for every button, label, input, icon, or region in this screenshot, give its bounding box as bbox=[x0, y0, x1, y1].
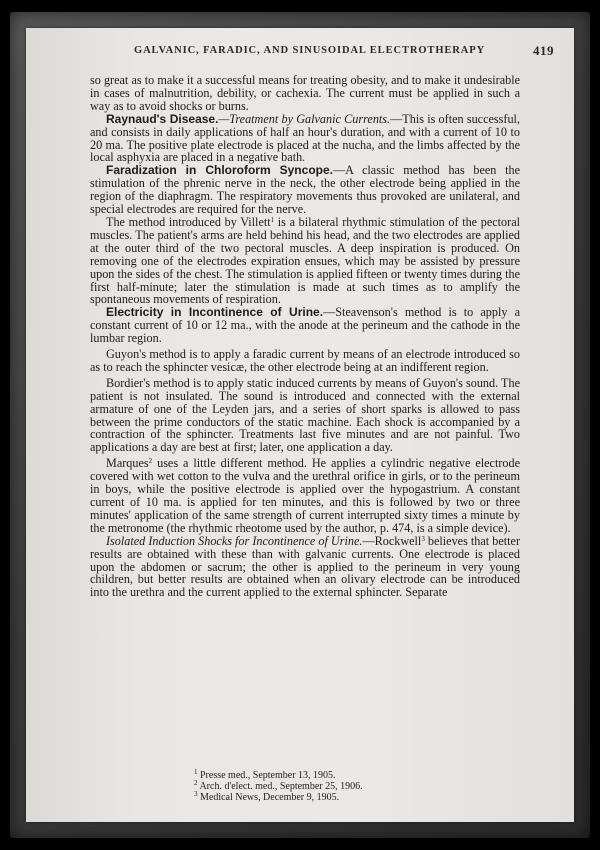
paragraph-rockwell-text-b: believes that better results are obtained with these than with galvanic currents. One electrode is placed upon the abdomen or sacrum; the other is applied to the perineum in very young children, but better results are obtained when an olivary electrode can be introduced into the urethra and the current applied to the external sphincter. Separate bbox=[90, 533, 520, 600]
paragraph-marques-text-b: uses a little different method. He applies a cylindric negative electrode covered with wet cotton to the vulva and the urethral orifice in girls, or to the perineum in boys, while the positive electrode is applied over the hypogastrium. A constant current of 10 ma. is applied for ten minutes, and this is followed by two or three minutes' application of the same strength of current interrupted sixty times a minute by the metronome (the rhythmic rheotome used by the author, p. 474, is a simple device). bbox=[90, 456, 520, 535]
paragraph-continuation: so great as to make it a successful means for treating obesity, and to make it undesirable in cases of malnutrition, debility, or cachexia. The current must be applied in such a way as to avoid shocks or burns. bbox=[90, 73, 520, 113]
section-heading-raynaud: Raynaud's Disease. bbox=[106, 111, 219, 126]
footnote bbox=[194, 792, 494, 803]
paragraph-rockwell bbox=[90, 535, 520, 600]
footnote-text: Medical News, December 9, 1905. bbox=[200, 792, 340, 803]
paragraph-villett-text-a: The method introduced by Villett bbox=[106, 214, 271, 229]
page-number: 419 bbox=[533, 43, 554, 58]
footnote-text: Arch. d'elect. med., September 25, 1906. bbox=[199, 781, 363, 792]
body-text bbox=[90, 74, 520, 599]
footnote bbox=[194, 770, 494, 781]
footnote-ref-1: 1 bbox=[270, 215, 275, 224]
paragraph-guyon: Guyon's method is to apply a faradic current by means of an electrode introduced so as to reach the sphincter vesicæ, the other electrode being at an indifferent region. bbox=[90, 347, 520, 374]
paragraph-marques-text-a: Marques bbox=[106, 456, 149, 471]
subheading-isolated-shocks: Isolated Induction Shocks for Incontinence of Urine. bbox=[106, 533, 363, 548]
section-heading-incontinence: Electricity in Incontinence of Urine. bbox=[106, 305, 324, 320]
footnote-ref-3: 3 bbox=[421, 534, 425, 543]
paragraph-bordier: Bordier's method is to apply static induced currents by means of Guyon's sound. The patient is not insulated. The sound is introduced and connected with the external armature of one of the Leyden jars, and a series of short sparks is allowed to pass between the prime conductors of the static machine. Each shock is accompanied by a contraction of the sphincter. Treatments last five minutes and are not painful. Two applications a day are best at first; later, one application a day. bbox=[90, 375, 520, 455]
paragraph-marques bbox=[90, 457, 520, 534]
running-header bbox=[134, 45, 554, 61]
paragraph-villett-text-b: is a bilateral rhythmic stimulation of the pectoral muscles. The patient's arms are held behind his head, and the two electrodes are applied at the outer third of the two pectoral muscles. A deep inspiration is produced. On removing one of the electrodes expiration ensues, which may be assisted by pressure upon the sides of the chest. The stimulation is applied fifteen or twenty times during the first half-minute; later the stimulation is made at such times as to amplify the spontaneous movements of respiration. bbox=[90, 214, 520, 307]
book-page bbox=[26, 28, 574, 822]
paragraph-incontinence-text: —Steavenson's method is to apply a constant current of 10 or 12 ma., with the anode at the perineum and the cathode in the lumbar region. bbox=[90, 305, 520, 346]
paragraph-raynaud-text: —This is often successful, and consists in daily applications of half an hour's duration, and with a current of 10 to 20 ma. The positive plate electrode is placed at the nucha, and the limbs affected by the local asphyxia are placed in a negative bath. bbox=[90, 111, 520, 165]
footnote-mark: 1 bbox=[194, 768, 198, 776]
footnote-text: Presse med., September 13, 1905. bbox=[200, 770, 336, 781]
paragraph-chloroform bbox=[90, 164, 520, 216]
footnote-mark: 3 bbox=[194, 790, 198, 798]
paragraph-incontinence bbox=[90, 306, 520, 345]
paragraph-chloroform-text: —A classic method has been the stimulation of the phrenic nerve in the neck, the other electrode being applied in the region of the diaphragm. The respiratory movements thus provoked are unilateral, and special electrodes are required for the nerve. bbox=[90, 163, 520, 217]
paragraph-villett bbox=[90, 216, 520, 306]
footnote-ref-2: 2 bbox=[148, 457, 153, 466]
footnote bbox=[194, 781, 494, 792]
footnote-mark: 2 bbox=[194, 779, 198, 787]
section-heading-chloroform: Faradization in Chloroform Syncope. bbox=[106, 163, 333, 178]
running-title: GALVANIC, FARADIC, AND SINUSOIDAL ELECTROTHERAPY bbox=[134, 45, 486, 56]
paragraph-rockwell-text-a: —Rockwell bbox=[362, 533, 422, 548]
footnotes bbox=[194, 770, 494, 803]
paragraph-raynaud bbox=[90, 113, 520, 165]
subheading-raynaud: —Treatment by Galvanic Currents. bbox=[218, 111, 391, 126]
